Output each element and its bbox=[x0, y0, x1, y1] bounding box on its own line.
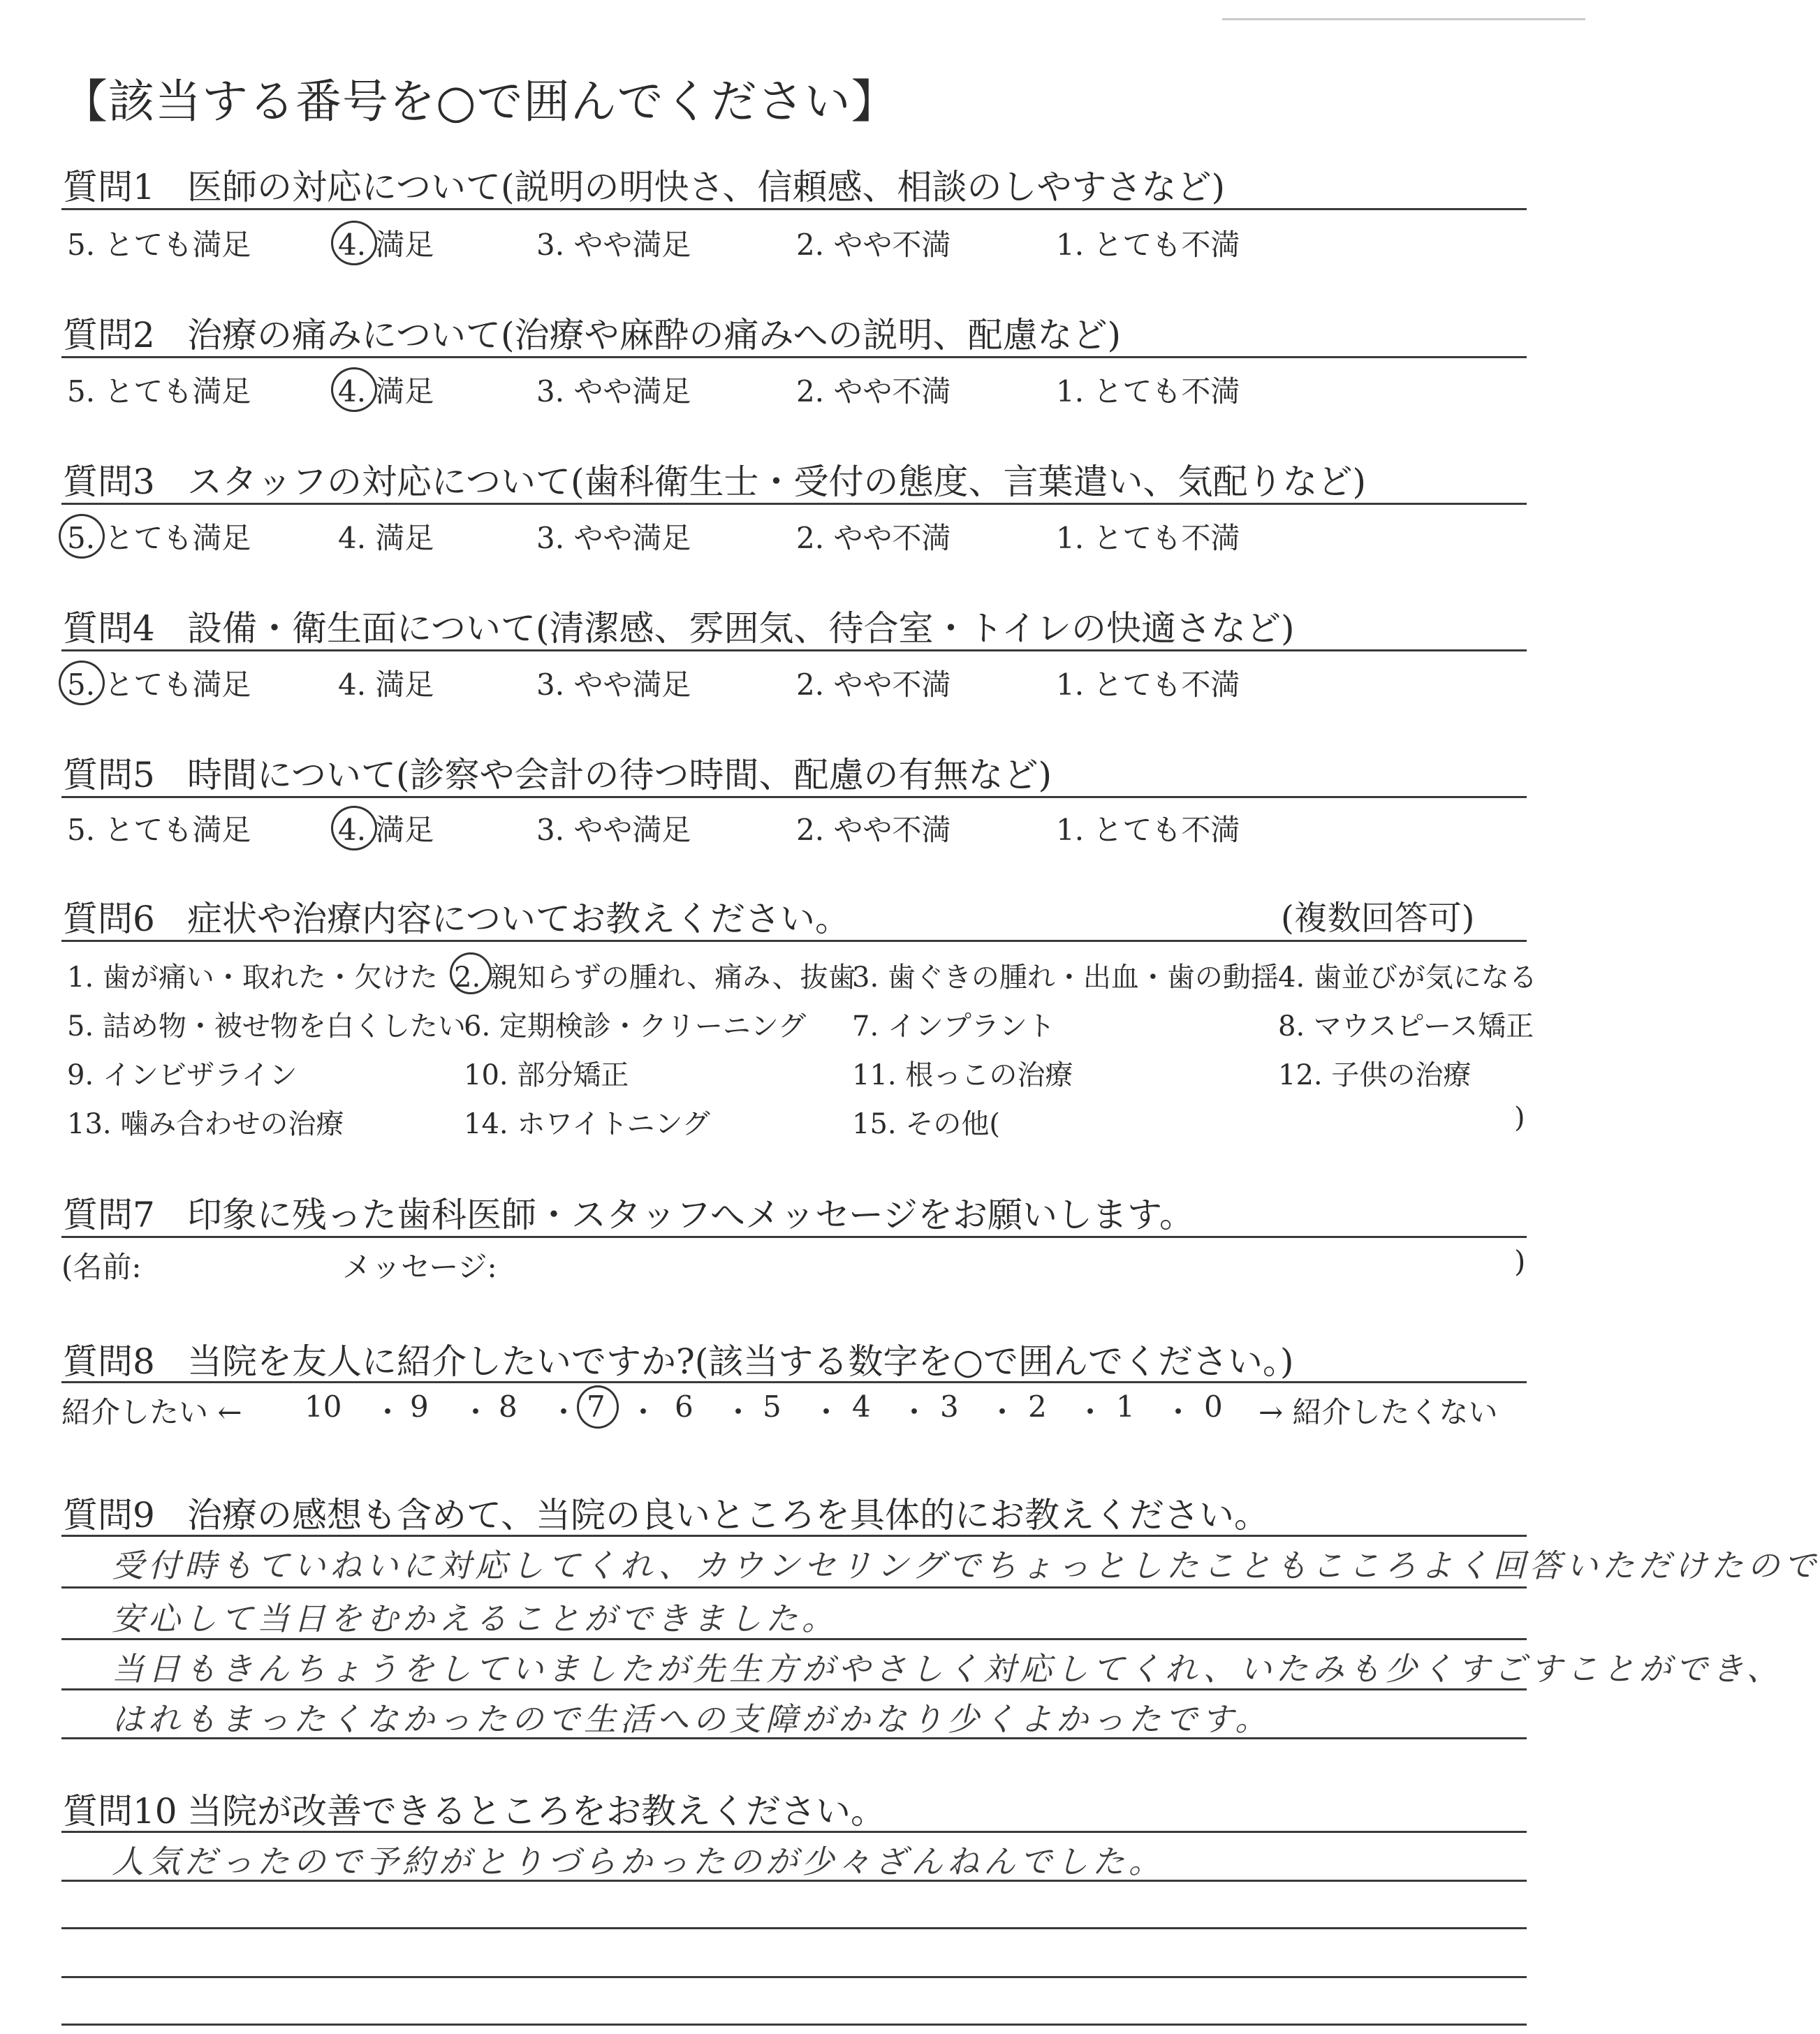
q6-option-7[interactable]: 7. インプラント bbox=[852, 1010, 1055, 1042]
q8-score-2[interactable]: 2 bbox=[1028, 1390, 1047, 1424]
q7-message-label: メッセージ: bbox=[342, 1250, 497, 1284]
q5-option-2[interactable]: 2. やや不満 bbox=[796, 813, 951, 847]
q4-option-4[interactable]: 4. 満足 bbox=[338, 668, 434, 702]
question-label: 質問2 bbox=[63, 315, 155, 355]
question-7 bbox=[63, 1187, 1194, 1237]
q6-option-2[interactable]: 2. 親知らずの腫れ、痛み、抜歯 bbox=[454, 961, 856, 994]
q1-option-2[interactable]: 2. やや不満 bbox=[796, 228, 951, 262]
q1-option-3[interactable]: 3. やや満足 bbox=[536, 228, 691, 262]
question-text: スタッフの対応について(歯科衛生士・受付の態度、言葉遣い、気配りなど) bbox=[187, 462, 1367, 502]
q8-right-label: → 紹介したくない bbox=[1258, 1395, 1498, 1429]
q2-option-2[interactable]: 2. やや不満 bbox=[796, 374, 951, 408]
q8-score-3[interactable]: 3 bbox=[940, 1390, 959, 1424]
q4-option-2[interactable]: 2. やや不満 bbox=[796, 668, 951, 702]
question-text: 印象に残った歯科医師・スタッフへメッセージをお願いします。 bbox=[187, 1195, 1194, 1235]
question-label: 質問9 bbox=[63, 1495, 155, 1535]
divider bbox=[61, 1831, 1527, 1833]
question-10 bbox=[63, 1783, 886, 1834]
q6-selection-circle bbox=[450, 952, 492, 994]
divider bbox=[61, 208, 1527, 210]
q8-score-6[interactable]: 6 bbox=[675, 1390, 693, 1424]
q2-option-4[interactable]: 4. 満足 bbox=[338, 374, 434, 408]
q8-score-8[interactable]: 8 bbox=[499, 1390, 518, 1424]
q4-option-3[interactable]: 3. やや満足 bbox=[536, 668, 691, 702]
q8-dot: ・ bbox=[629, 1395, 659, 1429]
q8-dot: ・ bbox=[549, 1395, 579, 1429]
question-text: 当院が改善できるところをお教えください。 bbox=[187, 1791, 886, 1832]
q8-dot: ・ bbox=[461, 1395, 491, 1429]
q7-name-label: (名前: bbox=[61, 1250, 142, 1284]
q5-selection-circle bbox=[331, 806, 377, 850]
q6-option-3[interactable]: 3. 歯ぐきの腫れ・出血・歯の動揺 bbox=[852, 961, 1279, 994]
q8-dot: ・ bbox=[724, 1395, 754, 1429]
q6-option-8[interactable]: 8. マウスピース矯正 bbox=[1278, 1010, 1534, 1042]
divider bbox=[61, 1236, 1527, 1238]
question-3 bbox=[63, 454, 1366, 504]
q3-selection-circle bbox=[59, 514, 105, 559]
q9-answer-line: はれもまったくなかったので生活への支障がかなり少くよかったです。 bbox=[112, 1700, 1272, 1738]
divider bbox=[61, 356, 1527, 358]
q6-option-9[interactable]: 9. インビザライン bbox=[67, 1059, 298, 1091]
q6-option-6[interactable]: 6. 定期検診・クリーニング bbox=[464, 1010, 807, 1042]
q10-answer-line: 人気だったので予約がとりづらかったのが少々ざんねんでした。 bbox=[112, 1843, 1165, 1880]
answer-rule bbox=[61, 2024, 1527, 2026]
q8-dot: ・ bbox=[1164, 1395, 1194, 1429]
q6-option-12[interactable]: 12. 子供の治療 bbox=[1278, 1059, 1472, 1091]
question-text: 治療の痛みについて(治療や麻酔の痛みへの説明、配慮など) bbox=[187, 315, 1122, 355]
question-label: 質問3 bbox=[63, 462, 155, 502]
q2-option-5[interactable]: 5. とても満足 bbox=[67, 374, 251, 408]
question-9 bbox=[63, 1487, 1269, 1538]
q8-score-4[interactable]: 4 bbox=[852, 1390, 871, 1424]
q8-dot: ・ bbox=[373, 1395, 403, 1429]
answer-rule bbox=[61, 1927, 1527, 1929]
divider bbox=[61, 1381, 1527, 1383]
q8-score-9[interactable]: 9 bbox=[410, 1390, 429, 1424]
divider bbox=[61, 1535, 1527, 1537]
q6-option-10[interactable]: 10. 部分矯正 bbox=[464, 1059, 629, 1091]
question-text: 医師の対応について(説明の明快さ、信頼感、相談のしやすさなど) bbox=[187, 167, 1226, 207]
q1-selection-circle bbox=[331, 221, 377, 265]
question-label: 質問4 bbox=[63, 608, 155, 649]
answer-rule bbox=[61, 1688, 1527, 1690]
scan-edge-line bbox=[1222, 18, 1585, 20]
q3-option-3[interactable]: 3. やや満足 bbox=[536, 521, 691, 555]
q8-score-7[interactable]: 7 bbox=[587, 1390, 606, 1424]
answer-rule bbox=[61, 1976, 1527, 1978]
q2-option-1[interactable]: 1. とても不満 bbox=[1056, 374, 1240, 408]
q8-dot: ・ bbox=[900, 1395, 930, 1429]
question-1 bbox=[63, 159, 1225, 209]
q8-dot: ・ bbox=[988, 1395, 1018, 1429]
question-text: 症状や治療内容についてお教えください。 bbox=[187, 899, 850, 939]
question-label: 質問1 bbox=[63, 167, 155, 207]
q1-option-5[interactable]: 5. とても満足 bbox=[67, 228, 251, 262]
q6-option-4[interactable]: 4. 歯並びが気になる bbox=[1278, 961, 1537, 994]
answer-rule bbox=[61, 1737, 1527, 1739]
q1-option-1[interactable]: 1. とても不満 bbox=[1056, 228, 1240, 262]
q8-selection-circle bbox=[577, 1385, 619, 1429]
question-text: 治療の感想も含めて、当院の良いところを具体的にお教えください。 bbox=[187, 1495, 1269, 1535]
q8-left-label: 紹介したい ← bbox=[61, 1395, 242, 1429]
q2-selection-circle bbox=[331, 367, 377, 412]
q5-option-5[interactable]: 5. とても満足 bbox=[67, 813, 251, 847]
q9-answer-line: 受付時もていねいに対応してくれ、カウンセリングでちょっとしたこともこころよく回答いただけたので bbox=[112, 1547, 1820, 1584]
question-label: 質問10 bbox=[63, 1791, 177, 1832]
q5-option-3[interactable]: 3. やや満足 bbox=[536, 813, 691, 847]
q8-score-0[interactable]: 0 bbox=[1204, 1390, 1223, 1424]
q4-selection-circle bbox=[59, 661, 105, 705]
question-2 bbox=[63, 307, 1121, 358]
q6-option-1[interactable]: 1. 歯が痛い・取れた・欠けた bbox=[67, 961, 438, 994]
question-label: 質問8 bbox=[63, 1341, 155, 1382]
q8-dot: ・ bbox=[1076, 1395, 1106, 1429]
q8-score-5[interactable]: 5 bbox=[763, 1390, 781, 1424]
question-label: 質問7 bbox=[63, 1195, 155, 1235]
form-title: 【該当する番号を○で囲んでください】 bbox=[61, 75, 898, 128]
answer-rule bbox=[61, 1880, 1527, 1882]
q8-score-1[interactable]: 1 bbox=[1116, 1390, 1135, 1424]
q5-option-1[interactable]: 1. とても不満 bbox=[1056, 813, 1240, 847]
q1-option-4[interactable]: 4. 満足 bbox=[338, 228, 434, 262]
question-8 bbox=[63, 1334, 1293, 1384]
question-4 bbox=[63, 600, 1295, 651]
q3-option-4[interactable]: 4. 満足 bbox=[338, 521, 434, 555]
divider bbox=[61, 503, 1527, 505]
q9-answer-line: 安心して当日をむかえることができました。 bbox=[112, 1600, 838, 1637]
q5-option-4[interactable]: 4. 満足 bbox=[338, 813, 434, 847]
question-text: 時間について(診察や会計の待つ時間、配慮の有無など) bbox=[187, 755, 1052, 795]
question-label: 質問6 bbox=[63, 899, 155, 939]
q6-option-11[interactable]: 11. 根っこの治療 bbox=[852, 1059, 1073, 1091]
q6-other-close-paren: ) bbox=[1514, 1102, 1525, 1134]
q6-option-5[interactable]: 5. 詰め物・被せ物を白くしたい bbox=[67, 1010, 466, 1042]
q9-answer-line: 当日もきんちょうをしていましたが先生方がやさしく対応してくれ、いたみも少くすごすことができ、 bbox=[112, 1650, 1783, 1688]
divider bbox=[61, 940, 1527, 942]
q3-option-1[interactable]: 1. とても不満 bbox=[1056, 521, 1240, 555]
q6-option-14[interactable]: 14. ホワイトニング bbox=[464, 1108, 710, 1140]
question-6 bbox=[63, 891, 850, 941]
answer-rule bbox=[61, 1638, 1527, 1640]
question-text: 当院を友人に紹介したいですか?(該当する数字を○で囲んでください。) bbox=[187, 1341, 1294, 1382]
q3-option-2[interactable]: 2. やや不満 bbox=[796, 521, 951, 555]
q4-option-1[interactable]: 1. とても不満 bbox=[1056, 668, 1240, 702]
multiple-answers-note: (複数回答可) bbox=[1281, 899, 1475, 938]
q8-score-10[interactable]: 10 bbox=[304, 1390, 342, 1424]
divider bbox=[61, 796, 1527, 798]
q6-option-15[interactable]: 15. その他( bbox=[852, 1108, 1000, 1140]
q6-option-13[interactable]: 13. 噛み合わせの治療 bbox=[67, 1108, 344, 1140]
question-5 bbox=[63, 747, 1052, 797]
q7-close-paren: ) bbox=[1514, 1244, 1526, 1278]
divider bbox=[61, 649, 1527, 651]
q2-option-3[interactable]: 3. やや満足 bbox=[536, 374, 691, 408]
answer-rule bbox=[61, 1586, 1527, 1589]
question-text: 設備・衛生面について(清潔感、雰囲気、待合室・トイレの快適さなど) bbox=[187, 608, 1295, 649]
question-label: 質問5 bbox=[63, 755, 155, 795]
q8-dot: ・ bbox=[812, 1395, 842, 1429]
q4-option-5[interactable]: 5. とても満足 bbox=[67, 668, 251, 702]
q3-option-5[interactable]: 5. とても満足 bbox=[67, 521, 251, 555]
